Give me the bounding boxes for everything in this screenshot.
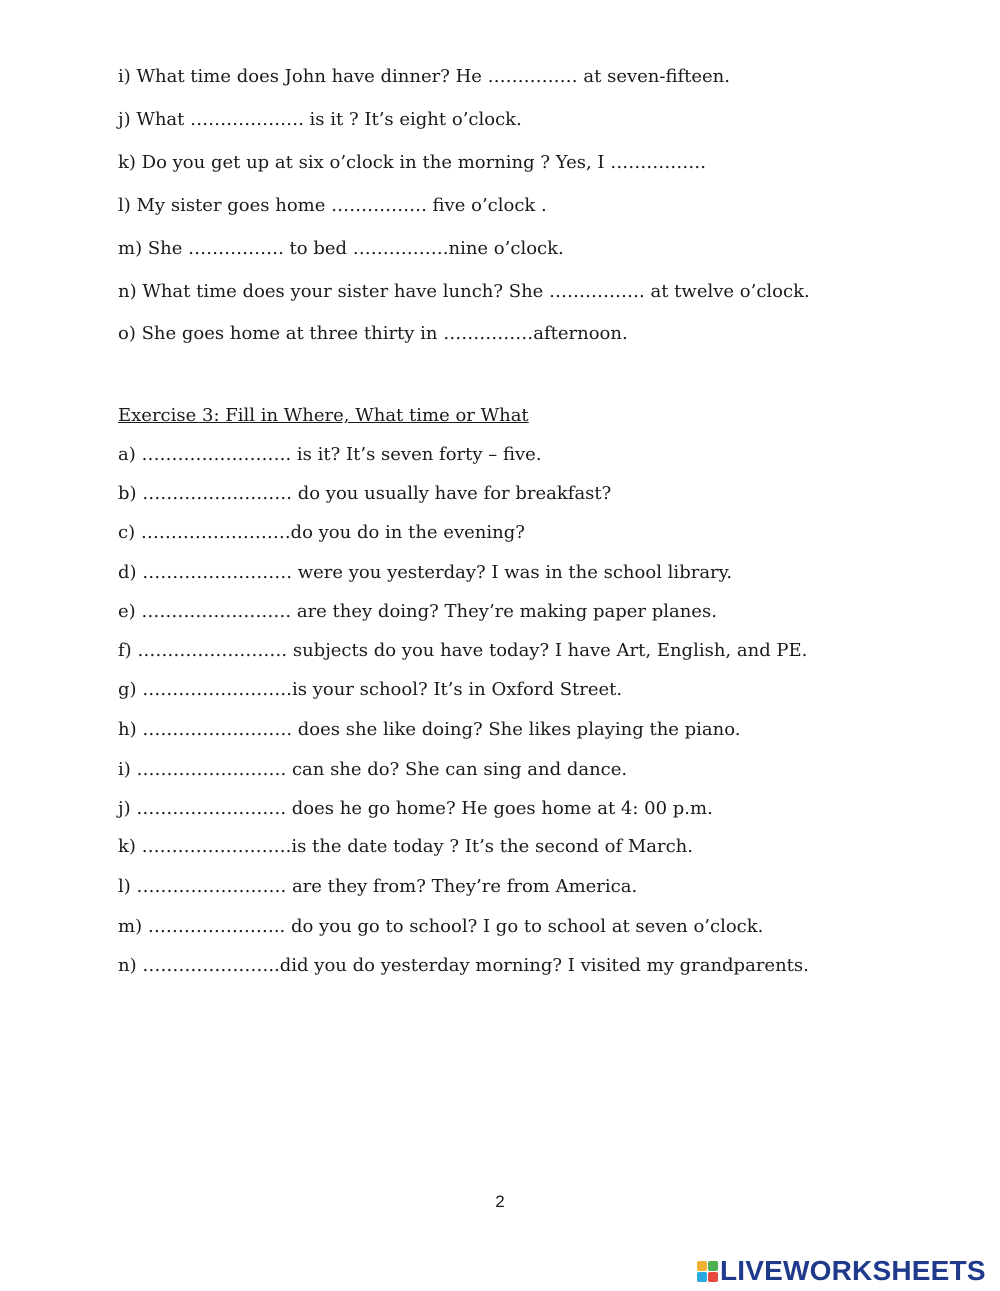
logo-square-4 (708, 1272, 718, 1282)
exercise3-item-g: g) …………………….is your school? It’s in Oxford Street. (118, 679, 623, 700)
exercise3-item-h: h) ……………………. does she like doing? She likes playing the piano. (118, 719, 741, 740)
exercise3-item-c: c) …………………….do you do in the evening? (118, 522, 525, 543)
logo-square-1 (697, 1261, 707, 1271)
liveworksheets-logo-icon (697, 1261, 718, 1282)
liveworksheets-logo (697, 1256, 986, 1286)
exercise-item-j: j) What ………………. is it ? It’s eight o’clock. (118, 109, 522, 130)
exercise3-item-i: i) ……………………. can she do? She can sing and dance. (118, 759, 628, 780)
exercise3-heading: Exercise 3: Fill in Where, What time or What (118, 405, 529, 426)
logo-square-3 (697, 1272, 707, 1282)
page-number: 2 (495, 1192, 505, 1211)
exercise-item-l: l) My sister goes home ……………. five o’clock . (118, 195, 547, 216)
exercise3-item-n: n) …………………..did you do yesterday morning? I visited my grandparents. (118, 955, 809, 976)
exercise3-item-m: m) ………………….. do you go to school? I go to school at seven o’clock. (118, 916, 764, 937)
exercise3-item-e: e) ……………………. are they doing? They’re making paper planes. (118, 601, 717, 622)
exercise-item-n: n) What time does your sister have lunch? She ……………. at twelve o’clock. (118, 281, 810, 302)
exercise3-item-l: l) ……………………. are they from? They’re from America. (118, 876, 638, 897)
exercise3-item-k: k) …………………….is the date today ? It’s the second of March. (118, 836, 693, 857)
exercise-item-k: k) Do you get up at six o’clock in the morning ? Yes, I ……………. (118, 152, 706, 173)
exercise3-item-b: b) ……………………. do you usually have for breakfast? (118, 483, 612, 504)
logo-square-2 (708, 1261, 718, 1271)
exercise-item-o: o) She goes home at three thirty in ……………afternoon. (118, 323, 628, 344)
exercise3-item-f: f) ……………………. subjects do you have today? I have Art, English, and PE. (118, 640, 808, 661)
exercise-item-m: m) She ……………. to bed …………….nine o’clock. (118, 238, 564, 259)
exercise-item-i: i) What time does John have dinner? He …………… at seven-fifteen. (118, 66, 730, 87)
exercise3-item-d: d) ……………………. were you yesterday? I was in the school library. (118, 562, 733, 583)
exercise3-item-a: a) ……………………. is it? It’s seven forty – five. (118, 444, 542, 465)
liveworksheets-logo-text: LIVEWORKSHEETS (720, 1255, 986, 1286)
exercise3-item-j: j) ……………………. does he go home? He goes home at 4: 00 p.m. (118, 798, 713, 819)
